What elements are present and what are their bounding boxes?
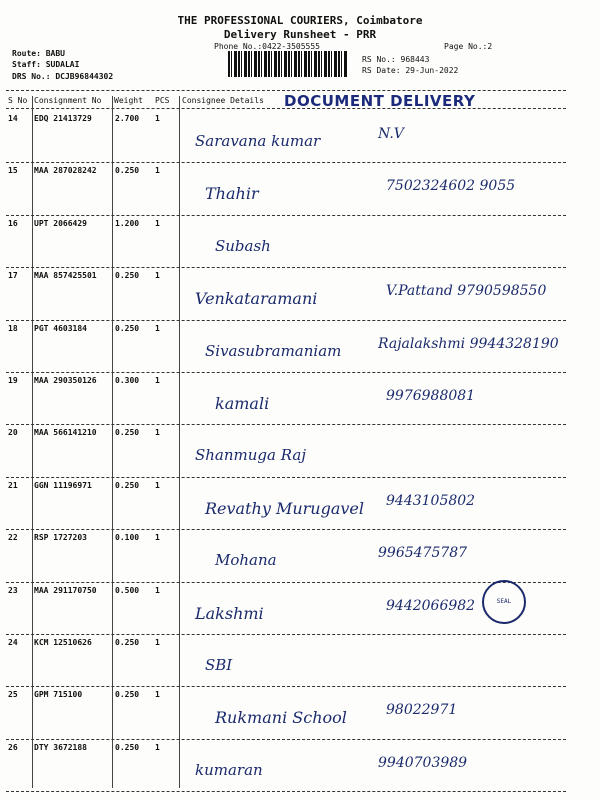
row-consignment: GGN 11196971 <box>34 480 92 490</box>
row-consignment: DTY 3672188 <box>34 742 87 752</box>
row-weight: 0.300 <box>115 376 140 385</box>
row-consignment: MAA 566141210 <box>34 428 97 438</box>
row-pcs: 1 <box>155 428 160 438</box>
row-receiver-signature: Rajalakshmi 9944328190 <box>378 335 559 352</box>
row-receiver-signature: 9442066982 <box>386 597 476 614</box>
runsheet-subtitle: Delivery Runsheet - PRR <box>223 28 377 41</box>
row-pcs: 1 <box>155 166 160 176</box>
row-separator <box>6 477 566 478</box>
row-pcs: 1 <box>155 376 160 385</box>
row-weight: 0.250 <box>115 638 140 647</box>
row-pcs: 1 <box>155 690 160 700</box>
row-pcs: 1 <box>155 271 160 281</box>
row-sno: 25 <box>8 690 18 700</box>
row-weight: 0.250 <box>115 166 140 176</box>
row-separator <box>6 582 566 583</box>
header-bottom-line <box>6 108 566 109</box>
row-pcs: 1 <box>155 480 160 490</box>
col-divider <box>179 96 180 788</box>
row-consignment: GPM 715100 <box>34 690 83 700</box>
row-consignee-name: Shanmuga Raj <box>195 446 306 465</box>
row-weight: 0.250 <box>115 690 140 700</box>
row-sno: 16 <box>8 218 18 228</box>
row-receiver-signature: 98022971 <box>386 702 458 719</box>
row-separator <box>6 529 566 530</box>
col-weight: Weight <box>114 96 143 105</box>
col-divider <box>32 96 33 788</box>
rs-date: RS Date: 29-Jun-2022 <box>362 66 459 75</box>
row-pcs: 1 <box>155 218 160 228</box>
row-sno: 23 <box>8 585 18 595</box>
row-consignment: MAA 287028242 <box>34 166 97 176</box>
row-pcs: 1 <box>155 585 160 595</box>
company-title: THE PROFESSIONAL COURIERS, Coimbatore <box>177 14 423 27</box>
barcode <box>228 51 348 77</box>
row-consignee-name: SBI <box>205 656 233 674</box>
phone-number: Phone No.:0422-3505555 <box>214 42 320 51</box>
row-sno: 22 <box>8 533 18 543</box>
row-consignee-name: kamali <box>215 394 270 413</box>
row-weight: 1.200 <box>115 218 140 228</box>
row-receiver-signature: N.V <box>378 126 404 142</box>
row-separator <box>6 791 566 792</box>
row-consignee-name: kumaran <box>195 760 263 779</box>
row-consignment: MAA 290350126 <box>34 376 97 385</box>
row-receiver-signature: 9965475787 <box>378 545 468 562</box>
row-consignment: MAA 857425501 <box>34 271 97 281</box>
col-sno: S No <box>8 96 28 105</box>
row-receiver-signature: V.Pattand 9790598550 <box>386 283 547 300</box>
row-weight: 0.250 <box>115 742 140 752</box>
col-divider <box>112 96 113 788</box>
row-sno: 20 <box>8 428 18 438</box>
row-separator <box>6 372 566 373</box>
document-delivery-stamp: DOCUMENT DELIVERY <box>284 92 476 110</box>
col-details: Consignee Details <box>182 96 264 105</box>
row-sno: 17 <box>8 271 18 281</box>
row-weight: 0.250 <box>115 271 140 281</box>
row-consignee-name: Lakshmi <box>195 603 264 623</box>
staff-label: Staff: SUDALAI <box>12 60 80 69</box>
row-receiver-signature: 9940703989 <box>378 754 468 771</box>
row-separator <box>6 320 566 321</box>
row-sno: 26 <box>8 742 18 752</box>
row-consignee-name: Sivasubramaniam <box>205 341 342 360</box>
row-sno: 18 <box>8 323 18 333</box>
row-separator <box>6 634 566 635</box>
row-separator <box>6 162 566 163</box>
row-consignee-name: Thahir <box>205 184 259 204</box>
row-pcs: 1 <box>155 533 160 543</box>
row-sno: 15 <box>8 166 18 176</box>
row-sno: 21 <box>8 480 18 490</box>
drs-number: DRS No.: DCJB96844302 <box>12 72 114 81</box>
row-consignment: KCM 12510626 <box>34 638 92 647</box>
row-receiver-signature: 9976988081 <box>386 388 476 404</box>
row-consignment: UPT 2066429 <box>34 218 87 228</box>
row-consignee-name: Mohana <box>215 551 277 570</box>
col-consignment: Consignment No <box>34 96 102 105</box>
row-separator <box>6 424 566 425</box>
row-consignee-name: Rukmani School <box>215 708 347 728</box>
row-pcs: 1 <box>155 114 160 123</box>
row-weight: 0.250 <box>115 480 140 490</box>
row-pcs: 1 <box>155 638 160 647</box>
col-pcs: PCS <box>155 96 170 105</box>
row-consignment: EDQ 21413729 <box>34 114 92 123</box>
row-pcs: 1 <box>155 323 160 333</box>
row-consignment: RSP 1727203 <box>34 533 87 543</box>
row-separator <box>6 215 566 216</box>
row-consignee-name: Venkataramani <box>195 289 318 309</box>
route-label: Route: BABU <box>12 49 65 58</box>
row-consignment: PGT 4603184 <box>34 323 87 333</box>
row-sno: 14 <box>8 114 18 123</box>
row-sno: 24 <box>8 638 18 647</box>
header-top-line <box>6 90 566 91</box>
row-weight: 0.100 <box>115 533 140 543</box>
row-weight: 2.700 <box>115 114 140 123</box>
stamp-seal: SEAL <box>482 580 526 624</box>
row-separator <box>6 739 566 740</box>
page-number: Page No.:2 <box>444 42 493 51</box>
row-receiver-signature: 7502324602 9055 <box>386 178 516 195</box>
row-consignee-name: Subash <box>215 236 271 255</box>
row-separator <box>6 686 566 687</box>
row-sno: 19 <box>8 376 18 385</box>
row-pcs: 1 <box>155 742 160 752</box>
row-consignment: MAA 291170750 <box>34 585 97 595</box>
row-weight: 0.250 <box>115 323 140 333</box>
row-receiver-signature: 9443105802 <box>386 492 476 509</box>
row-weight: 0.500 <box>115 585 140 595</box>
row-weight: 0.250 <box>115 428 140 438</box>
row-consignee-name: Revathy Murugavel <box>205 498 364 518</box>
row-consignee-name: Saravana kumar <box>195 132 321 150</box>
row-separator <box>6 267 566 268</box>
rs-number: RS No.: 968443 <box>362 55 430 64</box>
